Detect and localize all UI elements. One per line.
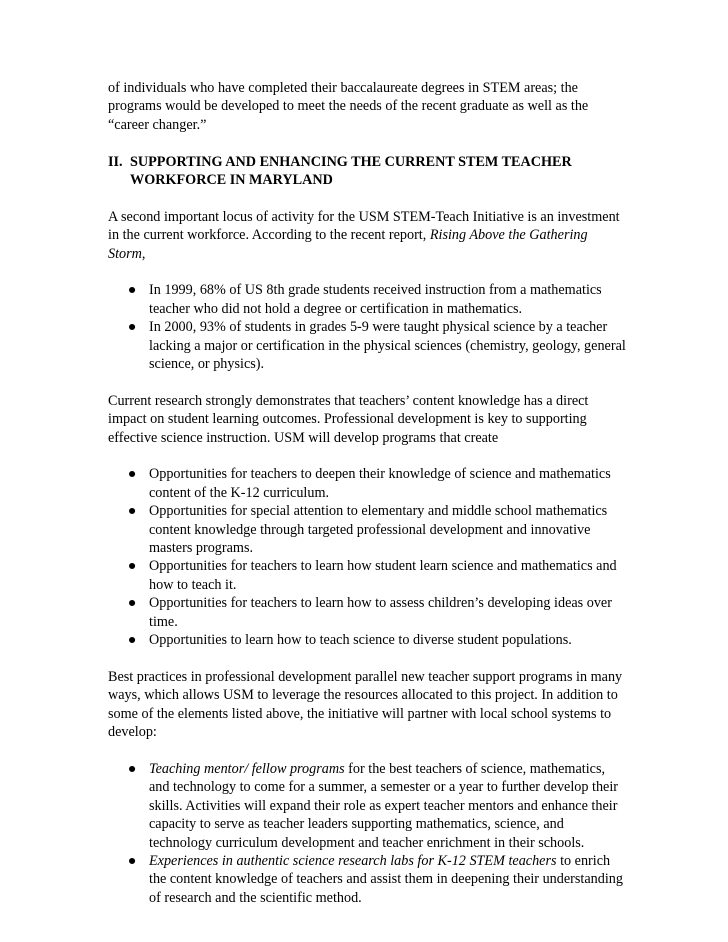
locus-trailing: , bbox=[141, 245, 146, 262]
program-name: Teaching mentor/ fellow programs bbox=[149, 760, 345, 777]
bullet-icon: ● bbox=[127, 466, 137, 483]
list-item bbox=[108, 594, 628, 631]
list-item-text: In 2000, 93% of students in grades 5-9 were taught physical science by a teacher lacking a major or certification in the physical sciences (chemistry, geology, general science, or physics). bbox=[149, 319, 626, 373]
list-item bbox=[108, 631, 628, 649]
list-item-text: Opportunities for special attention to elementary and middle school mathematics content knowledge through targeted professional development and innovative masters programs. bbox=[149, 503, 608, 557]
list-item bbox=[108, 281, 628, 318]
report-title: Rising Above the Gathering Storm bbox=[108, 227, 588, 262]
list-item bbox=[108, 318, 628, 373]
section-heading bbox=[108, 153, 628, 190]
bullet-icon: ● bbox=[127, 760, 137, 777]
opportunities-list bbox=[108, 465, 628, 649]
list-item-text: for the best teachers of science, mathematics, and technology to come for a summer, a semester or a year to further develop their skills. Activities will expand their role as expert teacher mentors and enhance their capacity to serve as teacher leaders supporting mathematics, science, and technology curriculum development and teacher enrichment in their schools. bbox=[149, 760, 619, 851]
bullet-icon: ● bbox=[127, 503, 137, 520]
list-item-text: Opportunities for teachers to learn how student learn science and mathematics and how to teach it. bbox=[149, 558, 617, 593]
list-item-text: Opportunities to learn how to teach science to diverse student populations. bbox=[149, 632, 572, 649]
locus-paragraph bbox=[108, 208, 628, 263]
program-name: Experiences in authentic science research labs for K-12 STEM teachers bbox=[149, 852, 557, 869]
list-item bbox=[108, 465, 628, 502]
bullet-icon: ● bbox=[127, 282, 137, 299]
bullet-icon: ● bbox=[127, 852, 137, 869]
bullet-icon: ● bbox=[127, 319, 137, 336]
section-title: SUPPORTING AND ENHANCING THE CURRENT STEM TEACHER WORKFORCE IN MARYLAND bbox=[130, 153, 572, 189]
list-item-text: Opportunities for teachers to learn how to assess children’s developing ideas over time. bbox=[149, 595, 612, 630]
list-item-text: to enrich the content knowledge of teachers and assist them in deepening their understanding of research and the scientific method. bbox=[149, 852, 623, 906]
develop-list bbox=[108, 760, 628, 907]
locus-text: A second important locus of activity for the USM STEM-Teach Initiative is an investment in the current workforce. According to the recent report, bbox=[108, 208, 620, 244]
list-item bbox=[108, 557, 628, 594]
intro-paragraph: of individuals who have completed their baccalaureate degrees in STEM areas; the programs would be developed to meet the needs of the recent graduate as well as the “career changer.” bbox=[108, 80, 589, 133]
bullet-icon: ● bbox=[127, 595, 137, 612]
list-item bbox=[108, 760, 628, 852]
list-item-text: In 1999, 68% of US 8th grade students received instruction from a mathematics teacher who did not hold a degree or certification in mathematics. bbox=[149, 282, 602, 317]
section-number: II. bbox=[108, 153, 123, 170]
research-paragraph: Current research strongly demonstrates that teachers’ content knowledge has a direct impact on student learning outcomes. Professional development is key to supporting effective science instruction. USM will develop programs that create bbox=[108, 392, 589, 446]
stats-list bbox=[108, 281, 628, 373]
list-item-text: Opportunities for teachers to deepen their knowledge of science and mathematics content of the K-12 curriculum. bbox=[149, 466, 611, 501]
list-item bbox=[108, 852, 628, 907]
bullet-icon: ● bbox=[127, 632, 137, 649]
bullet-icon: ● bbox=[127, 558, 137, 575]
best-practices-paragraph: Best practices in professional development parallel new teacher support programs in many ways, which allows USM to leverage the resources allocated to this project. In addition to some of the elements listed above, the initiative will partner with local school systems to develop: bbox=[108, 668, 623, 741]
list-item bbox=[108, 502, 628, 557]
